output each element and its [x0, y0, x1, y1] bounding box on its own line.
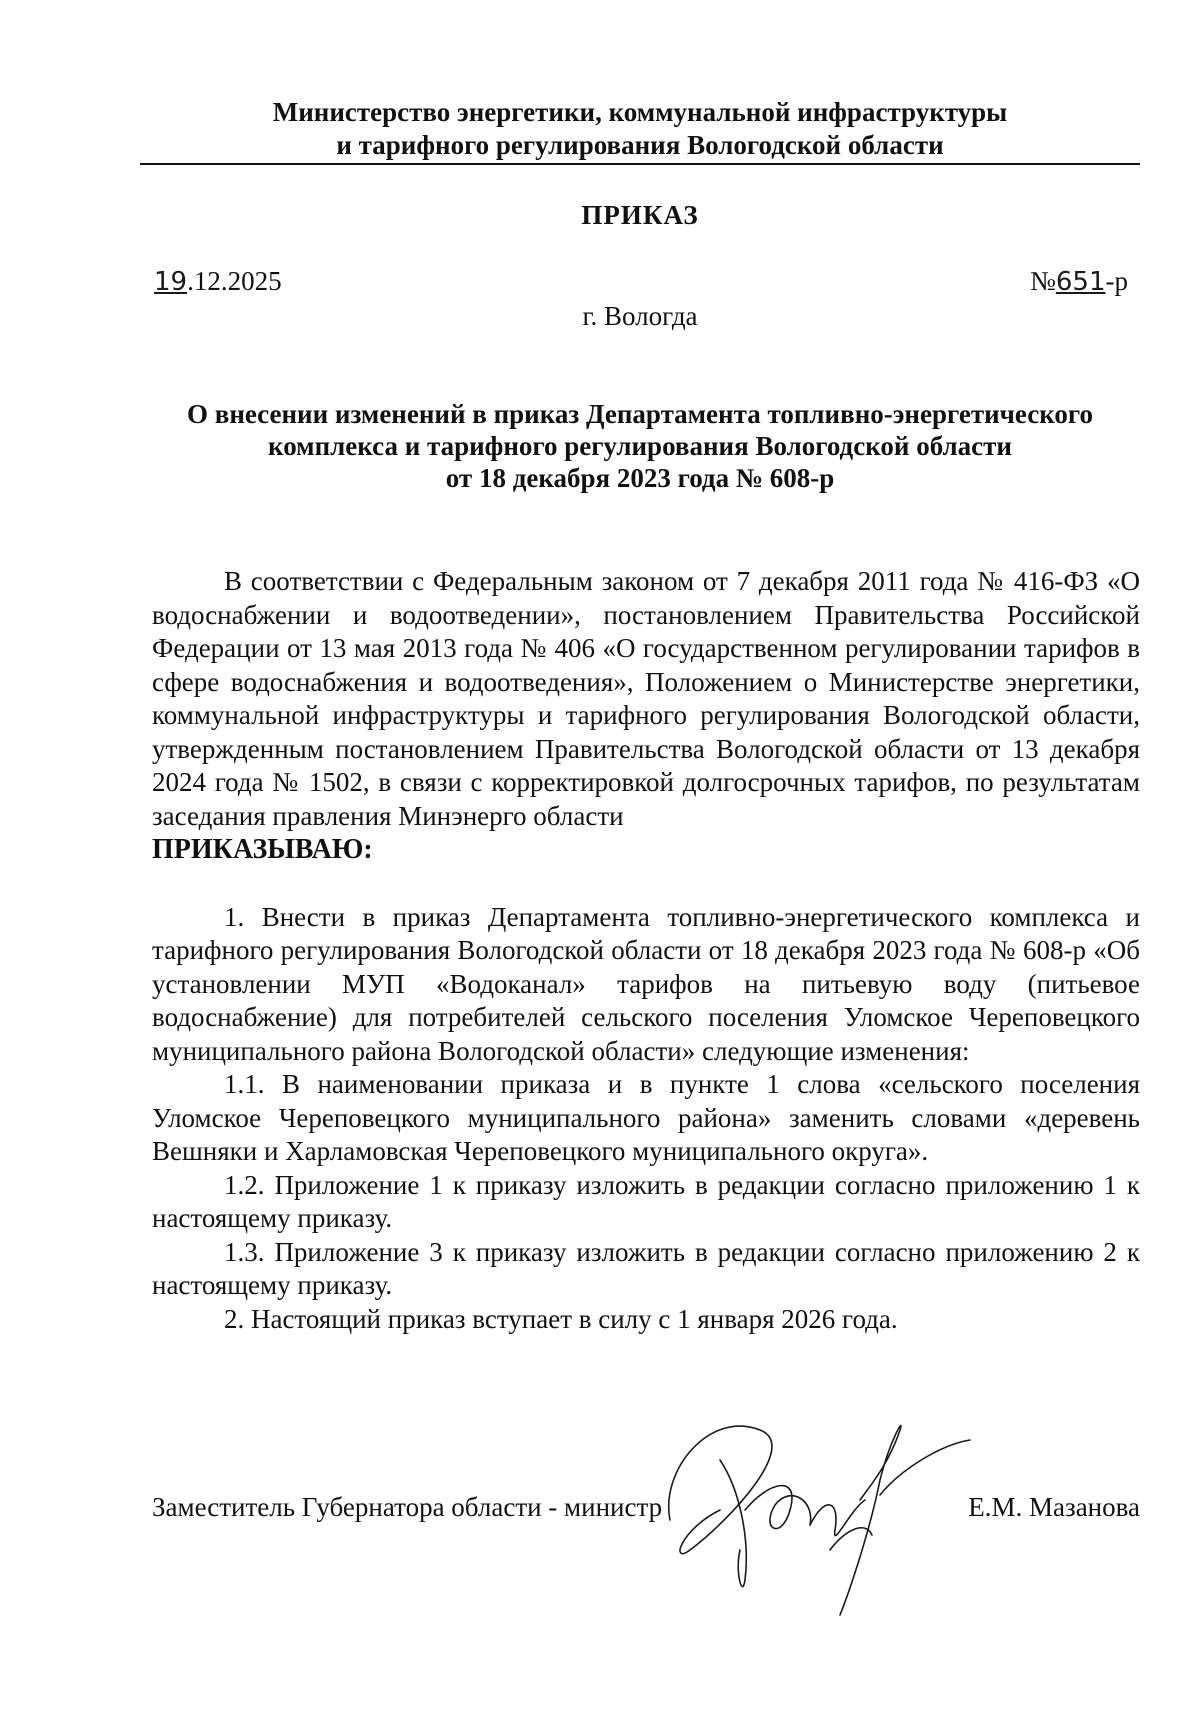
- document-title: [140, 398, 1140, 494]
- date-rest: .12.2025: [187, 266, 282, 296]
- date-day-handwritten: 19: [154, 267, 188, 297]
- ministry-line-2: и тарифного регулирования Вологодской области: [336, 130, 944, 160]
- number-handwritten: 651: [1055, 267, 1106, 297]
- ministry-header: [140, 96, 1140, 162]
- title-line-3: от 18 декабря 2023 года № 608-р: [445, 463, 835, 493]
- item-2: 2. Настоящий приказ вступает в силу с 1 января 2026 года.: [224, 1303, 898, 1334]
- number-suffix: -р: [1105, 266, 1128, 296]
- signatory-name: Е.М. Мазанова: [968, 1492, 1140, 1522]
- command-heading: ПРИКАЗЫВАЮ:: [152, 834, 373, 865]
- item-1-3: 1.3. Приложение 3 к приказу изложить в редакции согласно приложению 2 к настоящему приказу.: [152, 1236, 1140, 1300]
- document-type: ПРИКАЗ: [581, 200, 699, 230]
- document-number: [1030, 266, 1128, 297]
- number-prefix: №: [1030, 266, 1056, 296]
- document-city: г. Вологда: [582, 301, 698, 331]
- item-1-2: 1.2. Приложение 1 к приказу изложить в редакции согласно приложению 1 к настоящему приказу.: [152, 1169, 1140, 1233]
- header-divider: [140, 163, 1140, 165]
- title-line-1: О внесении изменений в приказ Департамента топливно-энергетического: [186, 399, 1093, 429]
- signatory-position: Заместитель Губернатора области - министр: [152, 1492, 663, 1522]
- ministry-line-1: Министерство энергетики, коммунальной инфраструктуры: [272, 97, 1008, 127]
- document-body: [152, 565, 1140, 1336]
- document-date: [154, 266, 282, 297]
- item-1: 1. Внести в приказ Департамента топливно-энергетического комплекса и тарифного регулирования Вологодской области от 18 декабря 2023 года № 608-р «Об установлении МУП «Водоканал» тарифов на питьевую воду (питьевое водоснабжение) для потребителей сельского поселения Уломское Череповецкого муниципального района Вологодской области» следующие изменения:: [152, 901, 1140, 1066]
- preamble-paragraph: В соответствии с Федеральным законом от 7 декабря 2011 года № 416-ФЗ «О водоснабжении и водоотведении», постановлением Правительства Российской Федерации от 13 мая 2013 года № 406 «О государственном регулировании тарифов в сфере водоснабжения и водоотведения», Положением о Министерстве энергетики, коммунальной инфраструктуры и тарифного регулирования Вологодской области, утвержденным постановлением Правительства Вологодской области от 13 декабря 2024 года № 1502, в связи с корректировкой долгосрочных тарифов, по результатам заседания правления Минэнерго области: [152, 566, 1140, 831]
- handwritten-signature: [650, 1400, 980, 1630]
- title-line-2: комплекса и тарифного регулирования Вологодской области: [268, 431, 1012, 461]
- item-1-1: 1.1. В наименовании приказа и в пункте 1 слова «сельского поселения Уломское Череповецкого муниципального района» заменить словами «деревень Вешняки и Харламовская Череповецкого муниципального округа».: [152, 1069, 1140, 1166]
